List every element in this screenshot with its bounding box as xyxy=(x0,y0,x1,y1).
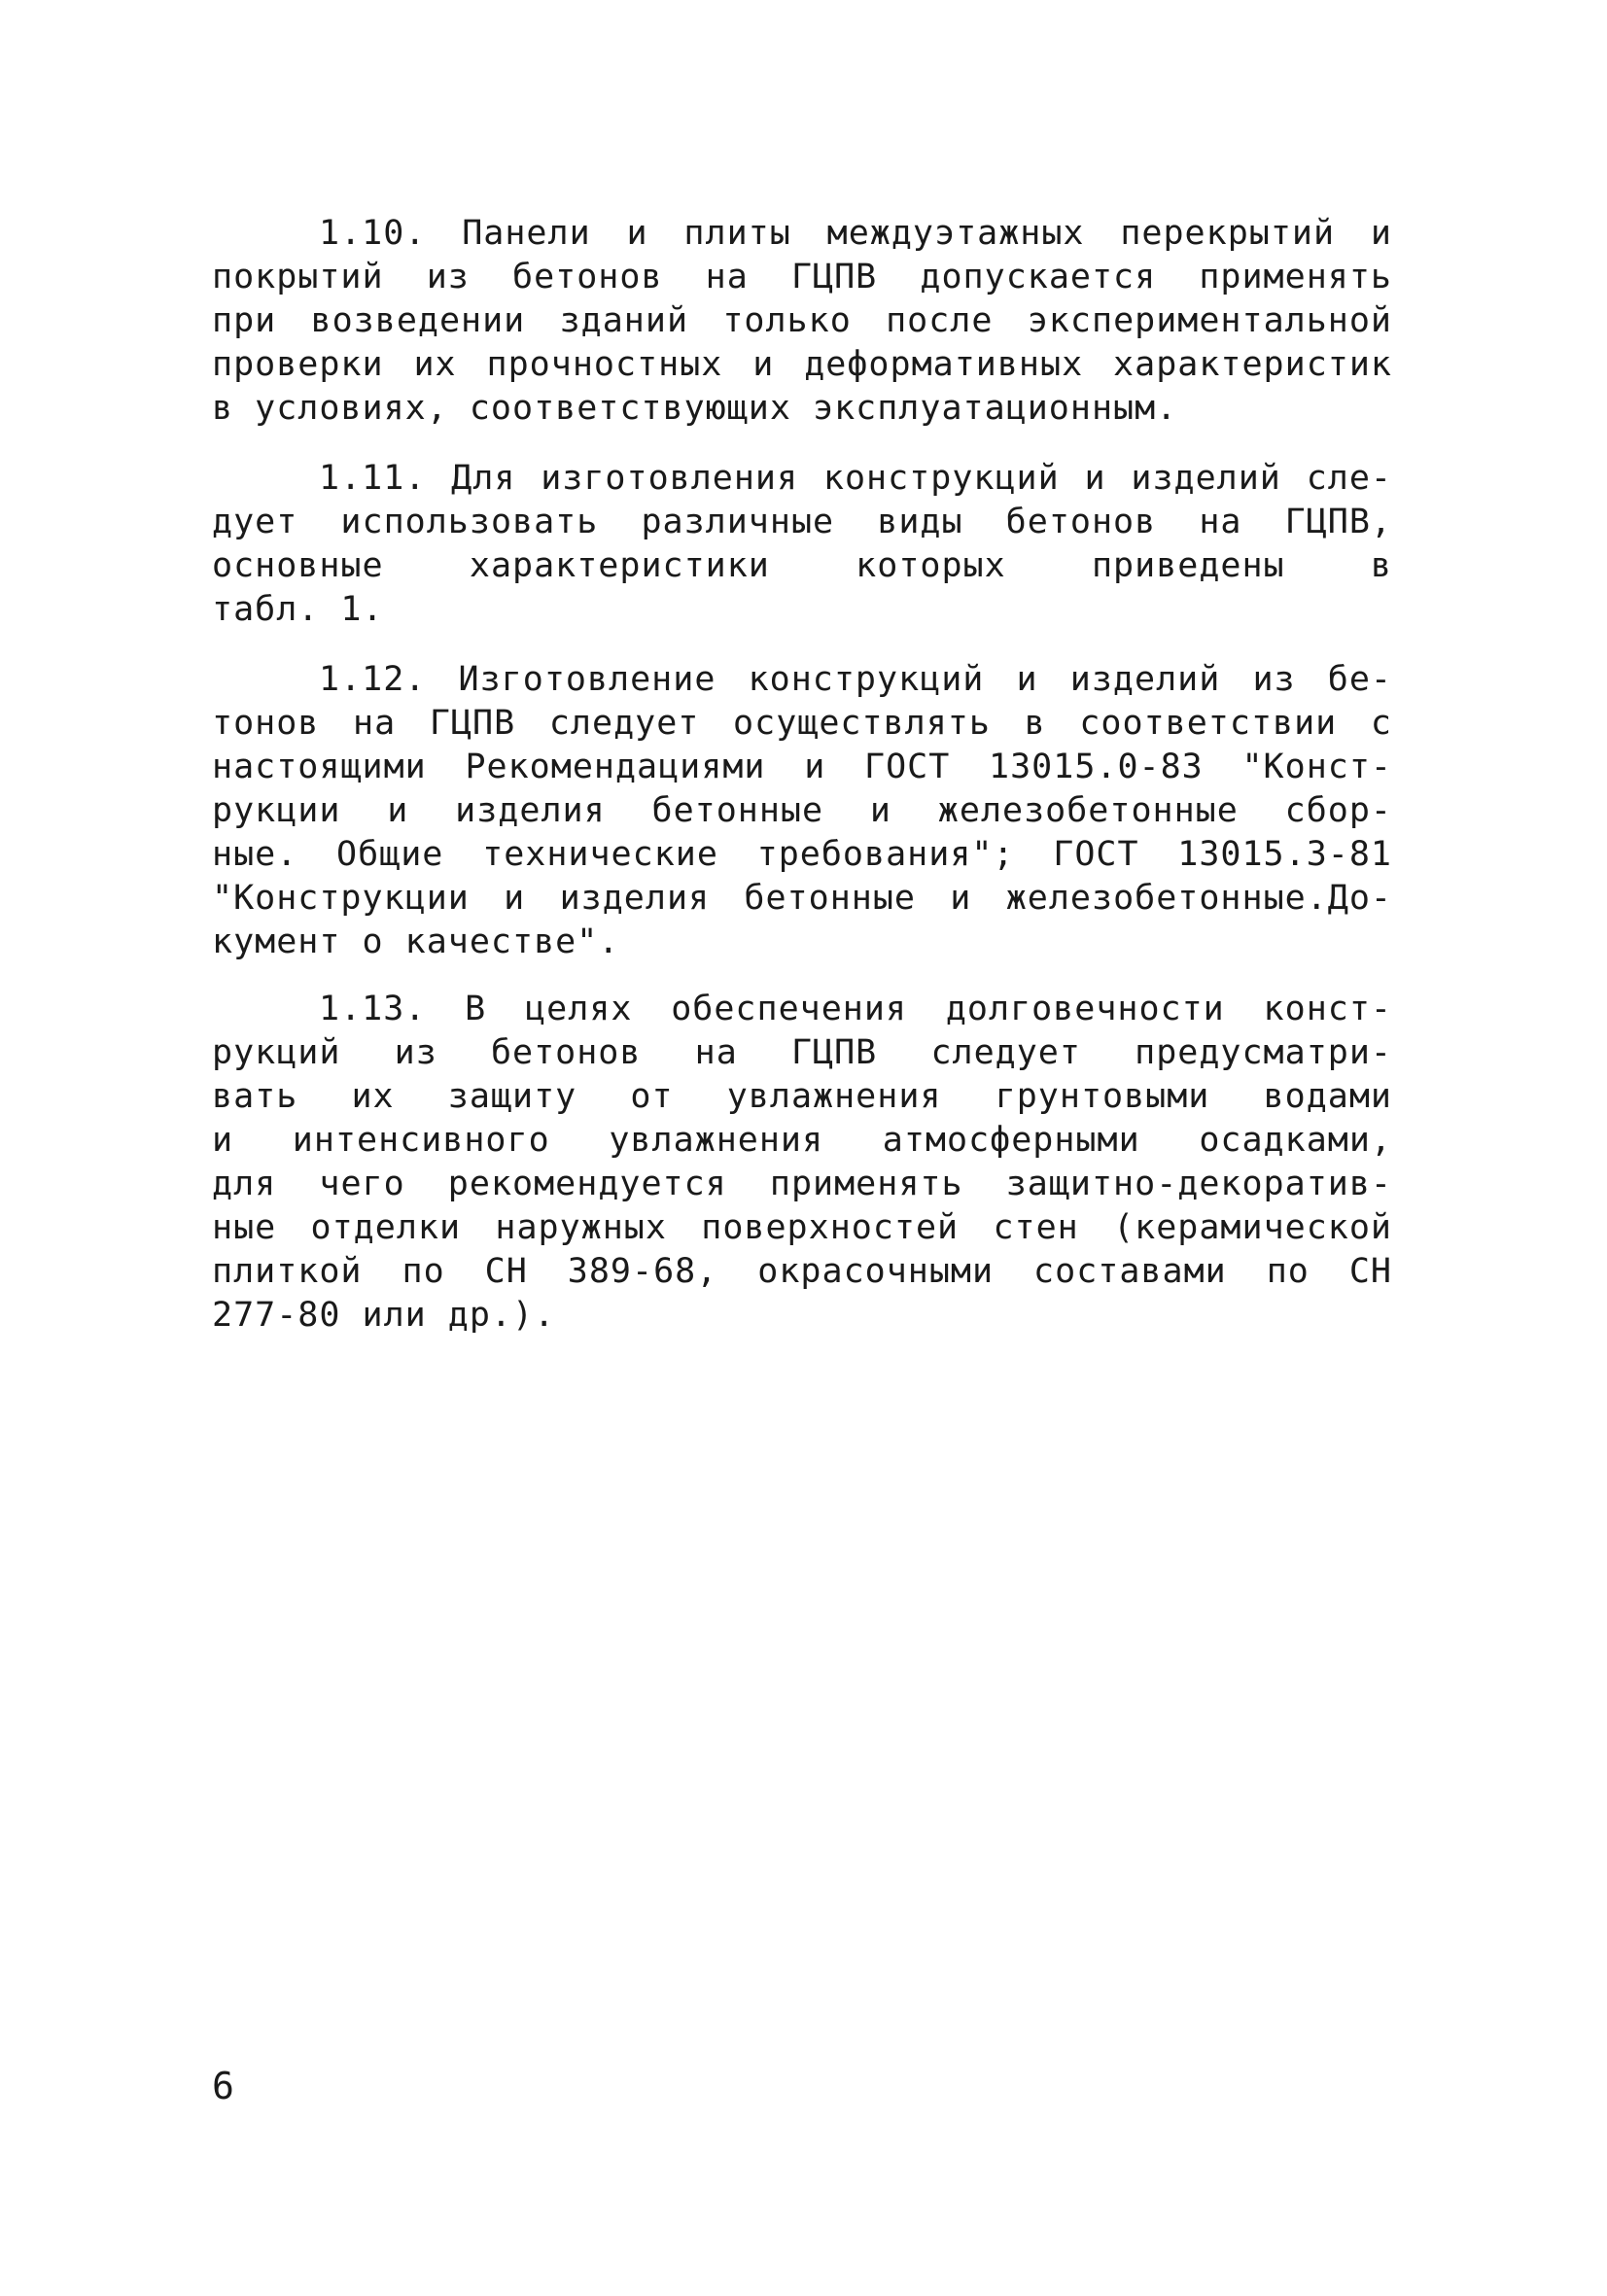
paragraph-line: 1.13. В целях обеспечения долговечности конст- xyxy=(319,990,1392,1028)
paragraph-line: настоящими Рекомендациями и ГОСТ 13015.0-83 "Конст- xyxy=(212,748,1392,786)
paragraph-line: рукций из бетонов на ГЦПВ следует предусматри- xyxy=(212,1033,1392,1072)
paragraph-line: дует использовать различные виды бетонов на ГЦПВ, xyxy=(212,503,1392,541)
paragraph-line: ные отделки наружных поверхностей стен (керамической xyxy=(212,1208,1392,1247)
paragraph-line: ные. Общие технические требования"; ГОСТ 13015.3-81 xyxy=(212,835,1392,874)
paragraph-line: "Конструкции и изделия бетонные и железобетонные.До- xyxy=(212,879,1392,918)
paragraph-line: тонов на ГЦПВ следует осуществлять в соответствии с xyxy=(212,704,1392,743)
page-number: 6 xyxy=(212,2065,234,2107)
paragraph-line: плиткой по СН 389-68, окрасочными составами по СН xyxy=(212,1252,1392,1291)
paragraph-line: 277-80 или др.). xyxy=(212,1296,556,1335)
paragraph-line: 1.12. Изготовление конструкций и изделий из бе- xyxy=(319,660,1392,699)
paragraph-line: и интенсивного увлажнения атмосферными осадками, xyxy=(212,1121,1392,1160)
paragraph-line: 1.11. Для изготовления конструкций и изделий сле- xyxy=(319,459,1392,498)
paragraph-line: для чего рекомендуется применять защитно-декоратив- xyxy=(212,1165,1392,1203)
paragraph-line: вать их защиту от увлажнения грунтовыми водами xyxy=(212,1077,1392,1116)
paragraph-line: 1.10. Панели и плиты междуэтажных перекрытий и xyxy=(319,214,1392,253)
paragraph-line: табл. 1. xyxy=(212,590,384,629)
paragraph-line: покрытий из бетонов на ГЦПВ допускается применять xyxy=(212,258,1392,296)
paragraph-line: в условиях, соответствующих эксплуатационным. xyxy=(212,389,1178,428)
paragraph-line: основные характеристики которых приведены в xyxy=(212,546,1392,585)
paragraph-line: проверки их прочностных и деформативных характеристик xyxy=(212,345,1392,384)
paragraph-line: при возведении зданий только после экспериментальной xyxy=(212,301,1392,340)
paragraph-line: кумент о качестве". xyxy=(212,922,620,961)
paragraph-line: рукции и изделия бетонные и железобетонные сбор- xyxy=(212,791,1392,830)
